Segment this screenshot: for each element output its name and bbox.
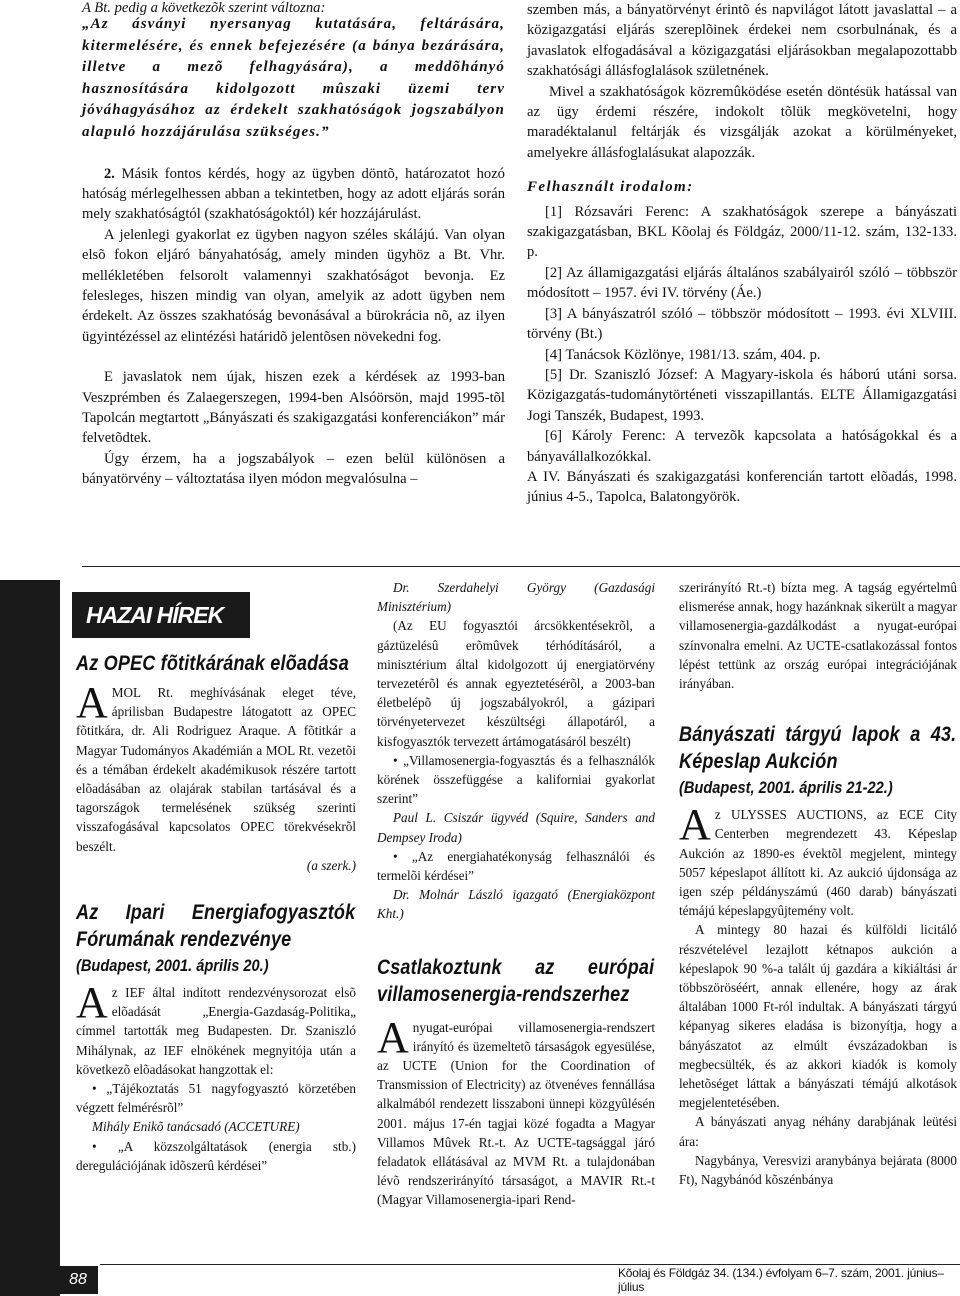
paragraph-2	[82, 164, 505, 225]
paragraph: Nagybánya, Veresvizi aranybánya bejárata (8000 Ft), Nagybánód kõszénbánya	[679, 1152, 957, 1188]
paragraph: A mintegy 80 hazai és külföldi licitáló részvételével lezajlott kétnapos aukción a képeslapok 90 %-a talált új gazdára a kikiáltási ár többszöröséért, annak ellenére, hogy az árak általában 1000 Ft-ról indultak. A bányászati tárgyú képanyag sikeres eladása is bizonyítja, hogy a bányászatot az elmúlt évszázadokban is megbecsülték, és az akkori kiadók is komoly lehetõséget láttak a bányászati témájú alkotások megjelentetésében.	[679, 922, 957, 1111]
left-column	[82, 14, 505, 490]
news-column-3	[679, 578, 957, 1189]
paragraph: A bányászati anyag néhány darabjának leütési ára:	[679, 1114, 957, 1149]
article-text: nyugat-európai villamosenergia-rendszert irányító és üzemeltetõ társaságok egyesülése, az UCTE (Union for the Coordination of Transmission of Electricity) az ötvenéves fennállása alkalmából rendezett lisszaboni ünnepi közgyûlésén 2001. május 17-én tagjai közé fogadta a Magyar Villamos Mûvek Rt.-t. Az UCTE-tagsággal járó feladatok ellátásával az MVM Rt. a tulajdonában lévõ rendszerirányító társaságot, a MAVIR Rt.-t (Magyar Villamosenergia-ipari Rend-	[377, 1019, 655, 1208]
paragraph: szerirányító Rt.-t) bízta meg. A tagság egyértelmû elismerése annak, hogy hazánknak sikerült a magyar villamosenergia-gazdálkodást a nyugat-európai színvonalra emelni. Az UCTE-csatlakozással fontos lépést tettünk az ország európai integrációjának irányában.	[679, 580, 957, 692]
speaker: Dr. Szerdahelyi György (Gazdasági Minisztérium)	[377, 580, 655, 615]
references-heading: Felhasznált irodalom:	[527, 179, 694, 196]
article-text: MOL Rt. meghívásának eleget téve, áprilisban Budapestre látogatott az OPEC fõtitkára, dr. Ali Rodriguez Araque. A fõtitkár a Magyar Tudományos Akadémián a MOL Rt. vezetõi és a témában érdekelt akadémikusok részére tartott elõadásában az olajárak stabilan tartásával és a tagországok termelésének szükség szerinti visszafogásával kapcsolatos OPEC törekvésekrõl beszélt.	[76, 685, 356, 854]
article-subtitle: (Budapest, 2001. április 20.)	[76, 956, 269, 976]
paragraph-text: Másik fontos kérdés, hogy az ügyben döntõ, határozatot hozó hatóság mérlegelhessen abban a tekintetben, hogy az adott eljárás során mely szakhatóságtól (szakhatóságoktól) kér hozzájárulást.	[82, 165, 505, 223]
paragraph-number: 2.	[104, 165, 115, 182]
article-signature: (a szerk.)	[306, 857, 356, 873]
article-text: z IEF által indított rendezvénysorozat elsõ elõadását „Energia-Gazdaság-Politika„ címmel tartották meg Budapesten. Dr. Szaniszló Mihálynak, az IEF elnökének megnyitója után a következõ elõadásokat hangzottak el:	[76, 985, 356, 1077]
paragraph: (Az EU fogyasztói árcsökkentésekrõl, a gáztüzelésû erõmûvek térhódításáról, a minisztérium által kidolgozott új energiatörvény tervezetérõl és annak egyeztetésérõl, a 2003-ban életbelépõ új jogszabályokról, a gázipari törvényetervezet készültségi állapotáról, a kisfogyasztók tervezett ártámogatásáról beszélt)	[377, 618, 655, 749]
reference-item: [6] Károly Ferenc: A tervezõk kapcsolata a hatóságokkal és a bányavállalkozókkal.	[527, 428, 957, 465]
footer-rule	[100, 1264, 960, 1265]
page-number: 88	[58, 1266, 98, 1294]
list-item: • „Villamosenergia-fogyasztás és a felhasználók körének összefüggése a kaliforniai gyakorlat szerint”	[377, 751, 655, 809]
reference-item: [4] Tanácsok Közlönye, 1981/13. szám, 404. p.	[545, 346, 821, 363]
article-title: Az Ipari Energiafogyasztók Fórumának rendezvénye	[76, 901, 356, 952]
drop-cap: A	[679, 800, 711, 850]
speaker: Paul L. Csiszár ügyvéd (Squire, Sanders and Dempsey Iroda)	[377, 810, 655, 845]
section-banner	[72, 592, 250, 638]
paragraph: E javaslatok nem újak, hiszen ezek a kérdések az 1993-ban Veszprémben és Zalaegerszegen, 1994-ben Alsóörsön, majd 1995-tõl Tapolcán megtartott „Bányászati és szakigazgatási konferenciákon” már felvetõdtek.	[82, 369, 505, 447]
banner-label: HAZAI HÍREK	[86, 601, 224, 628]
speaker: Dr. Molnár László igazgató (Energiaközpont Kht.)	[377, 887, 655, 922]
reference-item: A IV. Bányászati és szakigazgatási konferencián tartott elõadás, 1998. június 4-5., Tapolca, Balatongyörök.	[527, 468, 957, 506]
reference-item: [5] Dr. Szaniszló József: A Magyary-iskola és háború utáni sorsa. Közigazgatás-tudománytörténeti visszapillantás. ELTE Államigazgatási Jogi Tanszék, Budapest, 1993.	[527, 366, 957, 424]
list-item: • „A közszolgáltatások (energia stb.) deregulációjának idõszerû kérdései”	[76, 1137, 356, 1175]
article-title: Az OPEC fõtitkárának elõadása	[76, 652, 349, 675]
reference-item: [1] Rózsavári Ferenc: A szakhatóságok szerepe a bányászati szakigazgatásban, BKL Kõolaj és Földgáz, 2000/11-12. szám, 132-133. p.	[527, 203, 957, 261]
list-item: • „Az energiahatékonyság felhasználói és termelõi kérdései”	[377, 847, 655, 885]
drop-cap: A	[377, 1012, 409, 1062]
list-item: • „Tájékoztatás 51 nagyfogyasztó körzetében végzett felmérésrõl”	[76, 1079, 356, 1117]
top-fragment: A Bt. pedig a következõk szerint változna:	[82, 0, 326, 16]
paragraph: Mivel a szakhatóságok közremûködése esetén döntésük hatással van az ügy érdemi részére, indokolt tõlük megkövetelni, hogy maradéktalanul feltárják és vizsgálják azokat a körülményeket, amelyekre állásfoglalásukat alapozzák.	[527, 83, 957, 161]
reference-item: [2] Az államigazgatási eljárás általános szabályairól szóló – többször módosított – 1957. évi IV. törvény (Áe.)	[527, 264, 957, 302]
article-text: z ULYSSES AUCTIONS, az ECE City Centerben megrendezett 43. Képeslap Aukción az 1890-es évektõl megjelent, mintegy 5057 képeslapot állított ki. Az aukció újdonsága az igen szép példányszámú (460 darab) bányászati témájú képeslapgyûjtemény volt.	[679, 807, 957, 919]
references-list	[527, 202, 957, 508]
paragraph: szemben más, a bányatörvényt érintõ és napvilágot látott javaslattal – a közigazgatási eljárás szereplõinek érdekei nem csorbulnának, és a javaslatok elfogadásával a közigazgatási eljárásokban megalapozottabb szakhatósági állásfoglalások születnének.	[527, 2, 957, 80]
paragraph: Úgy érzem, ha a jogszabályok – ezen belül különösen a bányatörvény – változtatása ilyen módon megvalósulna –	[82, 450, 505, 488]
drop-cap: A	[76, 678, 108, 727]
journal-footer: Kõolaj és Földgáz 34. (134.) évfolyam 6–7. szám, 2001. június–július	[618, 1266, 944, 1294]
right-column	[527, 0, 957, 508]
news-column-2	[377, 578, 655, 1210]
speaker: Mihály Enikõ tanácsadó (ACCETURE)	[92, 1119, 300, 1135]
section-divider	[82, 566, 960, 567]
paragraph: A jelenlegi gyakorlat ez ügyben nagyon széles skálájú. Van olyan elsõ fokon eljáró bányahatóság, amely minden ügyhöz a Bt. Vhr. mellékletében felsorolt valamennyi szakhatóságot bevonja. Ez felesleges, hiszen mindig van olyan, amelyik az adott ügyben nem érdekelt. Az összes szakhatóság bevonásával a bürokrácia nõ, az ilyen ügyintézéssel az elintézési határidõ jelentõsen növekedni fog.	[82, 226, 505, 345]
news-column-1	[76, 650, 356, 1175]
sidebar-bar	[0, 580, 60, 1296]
quote-paragraph: „Az ásványi nyersanyag kutatására, feltárására, kitermelésére, és ennek befejezésére (a bánya bezárására, illetve a mezõ felhagyására), a meddõhányó hasznosítására kidolgozott mûszaki üzemi terv jóváhagyásához az érdekelt szakhatóságok jogszabályon alapuló hozzájárulása szükséges.”	[82, 16, 505, 140]
reference-item: [3] A bányászatról szóló – többször módosított – 1993. évi XLVIII. törvény (Bt.)	[527, 305, 957, 343]
article-title: Bányászati tárgyú lapok a 43. Képeslap Aukción	[679, 723, 957, 774]
article-title: Csatlakoztunk az európai villamosenergia-rendszerhez	[377, 955, 655, 1006]
article-subtitle: (Budapest, 2001. április 21-22.)	[679, 778, 893, 798]
drop-cap: A	[76, 978, 108, 1028]
